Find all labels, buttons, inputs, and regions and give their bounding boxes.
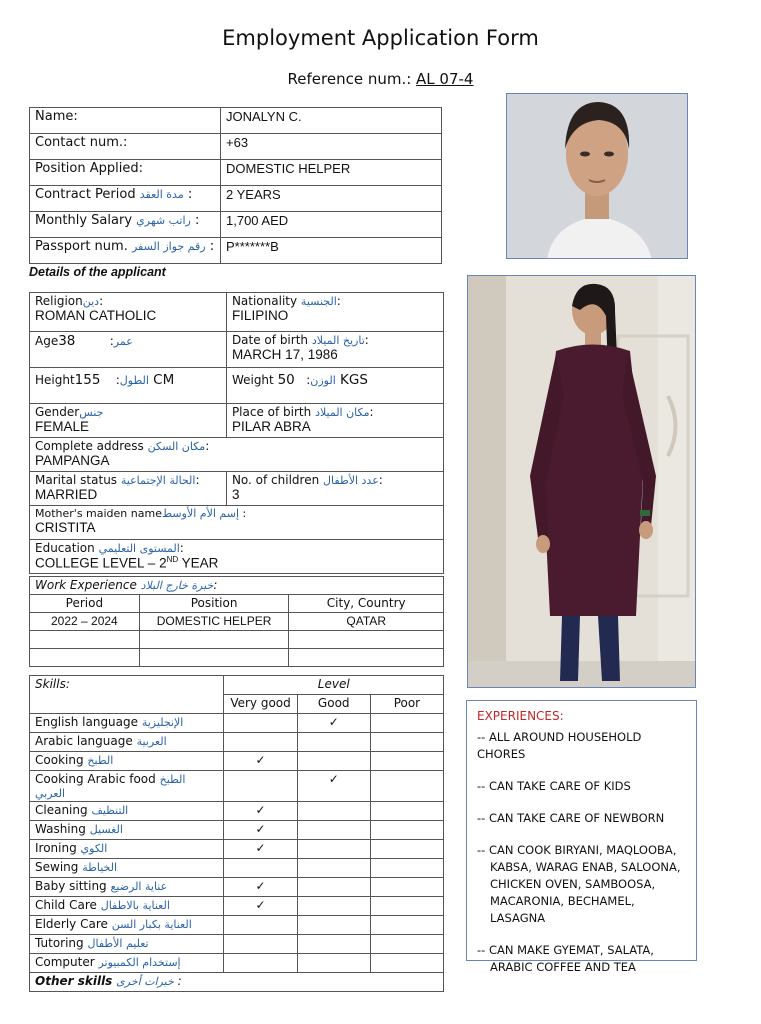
- work-cell: [30, 631, 140, 649]
- weight-label: Weight: [231, 373, 274, 387]
- skill-name-cell: [30, 821, 224, 840]
- skill-name-ar: الكوي: [80, 842, 108, 855]
- skill-name: Arabic language: [35, 734, 133, 748]
- check-icon: ✓: [224, 752, 297, 771]
- skill-level-cell: [224, 733, 297, 752]
- check-icon: ✓: [297, 771, 370, 802]
- basic-info-row: [30, 108, 442, 134]
- skill-row: [30, 733, 444, 752]
- work-cell: [289, 649, 444, 667]
- education-value: [35, 555, 438, 571]
- skill-level-cell: [224, 771, 297, 802]
- skill-level-cell: [297, 897, 370, 916]
- skill-name-ar: تعليم الأطفال: [87, 937, 149, 950]
- reference-value: AL 07-4: [416, 70, 474, 88]
- skill-name: Sewing: [35, 860, 79, 874]
- religion-label-ar: دين: [82, 295, 100, 308]
- skill-level-cell: [297, 840, 370, 859]
- skill-name-cell: [30, 802, 224, 821]
- skills-header-row: [30, 676, 444, 695]
- basic-info-label: Name:: [35, 109, 78, 124]
- dob-value: MARCH 17, 1986: [231, 347, 338, 362]
- level-header-cell: Poor: [370, 695, 443, 714]
- details-row: [30, 293, 444, 332]
- reference-label: Reference num.:: [287, 70, 412, 88]
- full-body-photo: [467, 275, 696, 688]
- basic-info-value: +63: [221, 134, 442, 160]
- skill-name: Cleaning: [35, 803, 88, 817]
- skill-row: [30, 771, 444, 802]
- skill-row: [30, 752, 444, 771]
- skill-name-ar: التنظيف: [91, 804, 129, 817]
- pob-value: PILAR ABRA: [231, 419, 311, 434]
- basic-info-label-cell: [30, 160, 221, 186]
- skill-level-cell: [370, 840, 443, 859]
- experiences-heading: EXPERIENCES:: [477, 709, 564, 723]
- skill-name-cell: [30, 897, 224, 916]
- details-row: [30, 368, 444, 404]
- education-value-end: YEAR: [178, 555, 219, 571]
- gender-label: Gender: [35, 405, 80, 419]
- skill-name: Cooking Arabic food: [35, 772, 156, 786]
- portrait-photo: [506, 93, 688, 259]
- children-label: No. of children: [231, 473, 320, 487]
- dob-label-ar: تاريخ الميلاد: [311, 334, 365, 347]
- skill-level-cell: [370, 733, 443, 752]
- skill-name-cell: [30, 859, 224, 878]
- work-cell: 2022 – 2024: [30, 613, 140, 631]
- basic-info-row: [30, 212, 442, 238]
- work-cell: [30, 649, 140, 667]
- skill-level-cell: [297, 878, 370, 897]
- address-label-ar: مكان السكن: [147, 440, 206, 453]
- basic-info-value: 1,700 AED: [221, 212, 442, 238]
- basic-info-label-cell: [30, 134, 221, 160]
- skill-level-cell: [297, 821, 370, 840]
- experience-line: -- CAN MAKE GYEMAT, SALATA,: [477, 943, 654, 957]
- education-label: Education: [35, 541, 95, 555]
- skill-level-cell: [370, 714, 443, 733]
- experience-line: KABSA, WARAG ENAB, SALOONA,: [490, 860, 681, 874]
- weight-cell: Weight الوزن: 50 KGS: [226, 368, 443, 404]
- pob-label-ar: مكان الميلاد: [315, 406, 370, 419]
- work-cell: QATAR: [289, 613, 444, 631]
- skill-row: [30, 954, 444, 973]
- experiences-list: [477, 729, 686, 976]
- skill-name-ar: الإنجليزية: [141, 716, 184, 729]
- basic-info-row: [30, 160, 442, 186]
- nationality-value: FILIPINO: [231, 308, 289, 323]
- work-header-cell: Period: [30, 595, 140, 613]
- experience-line: -- CAN TAKE CARE OF NEWBORN: [477, 811, 665, 825]
- work-heading-row: [30, 577, 444, 595]
- skill-level-cell: [370, 916, 443, 935]
- skill-level-cell: [370, 935, 443, 954]
- basic-info-value: P*******B: [221, 238, 442, 264]
- skill-name-cell: [30, 714, 224, 733]
- basic-info-label: Position Applied:: [35, 161, 143, 176]
- basic-info-label: Monthly Salary: [35, 213, 133, 228]
- experience-item: [477, 810, 686, 827]
- details-row: [30, 404, 444, 438]
- age-value: 38: [58, 333, 76, 349]
- skill-name: Tutoring: [35, 936, 84, 950]
- skill-row: [30, 840, 444, 859]
- nationality-label-ar: الجنسية: [300, 295, 337, 308]
- skill-name-cell: [30, 954, 224, 973]
- basic-info-row: [30, 186, 442, 212]
- basic-info-label-suffix: :: [195, 213, 200, 228]
- work-experience-table: [29, 576, 444, 667]
- skill-row: [30, 878, 444, 897]
- skill-level-cell: [297, 733, 370, 752]
- details-row: [30, 540, 444, 574]
- experience-line: -- ALL AROUND HOUSEHOLD CHORES: [477, 730, 642, 761]
- skill-name-ar: عناية الرضيع: [110, 880, 168, 893]
- work-header-row: [30, 595, 444, 613]
- height-label-ar: الطول: [119, 374, 149, 387]
- maiden-cell: Mother's maiden nameإسم الأم الأوسط : CRISTITA: [30, 506, 444, 540]
- skill-level-cell: [297, 935, 370, 954]
- basic-info-value: JONALYN C.: [221, 108, 442, 134]
- skill-name-ar: العناية بالاطفال: [100, 899, 170, 912]
- other-skills-label-ar: خبرات أخرى: [116, 975, 174, 988]
- skill-level-cell: [370, 771, 443, 802]
- skill-level-cell: [224, 954, 297, 973]
- pob-label: Place of birth: [231, 405, 312, 419]
- skill-level-cell: [370, 821, 443, 840]
- details-table: [29, 292, 444, 574]
- work-cell: [139, 631, 289, 649]
- work-heading-ar: خبرة خارج البلاد: [140, 579, 214, 592]
- height-cell: Height الطول: 155 CM: [30, 368, 227, 404]
- skill-level-cell: [297, 954, 370, 973]
- maiden-value: CRISTITA: [35, 520, 96, 535]
- work-row: [30, 649, 444, 667]
- details-row: [30, 332, 444, 368]
- skill-name-cell: [30, 733, 224, 752]
- level-header-cell: Very good: [224, 695, 297, 714]
- skill-level-cell: [224, 935, 297, 954]
- skill-name-ar: العربية: [136, 735, 167, 748]
- other-skills-row: [30, 973, 444, 992]
- check-icon: ✓: [224, 802, 297, 821]
- religion-label: Religion: [35, 294, 83, 308]
- other-skills-cell: Other skills خبرات أخرى :: [30, 973, 444, 992]
- education-cell: Education المستوى التعليمي: COLLEGE LEVEL – 2ND YEAR: [30, 540, 444, 574]
- skill-level-cell: [370, 752, 443, 771]
- skill-level-cell: [224, 916, 297, 935]
- skill-row: [30, 802, 444, 821]
- skill-name: Washing: [35, 822, 86, 836]
- basic-info-label-suffix: :: [209, 239, 215, 254]
- skill-row: [30, 897, 444, 916]
- basic-info-row: [30, 134, 442, 160]
- skill-level-cell: [370, 878, 443, 897]
- maiden-label: Mother's maiden name: [35, 507, 162, 520]
- experience-line: MACARONIA, BECHAMEL, LASAGNA: [490, 894, 635, 925]
- skill-level-cell: [370, 859, 443, 878]
- work-cell: DOMESTIC HELPER: [139, 613, 289, 631]
- experience-line: CHICKEN OVEN, SAMBOOSA,: [490, 877, 656, 891]
- details-row: [30, 438, 444, 472]
- basic-info-label-ar: راتب شهري: [136, 214, 191, 227]
- nationality-cell: Nationality الجنسية: FILIPINO: [226, 293, 443, 332]
- details-row: [30, 472, 444, 506]
- age-label-ar: عمر: [113, 335, 133, 348]
- children-label-ar: عدد الأطفال: [323, 474, 379, 487]
- gender-label-ar: جنس: [79, 406, 104, 419]
- nationality-label: Nationality: [231, 294, 298, 308]
- skill-row: [30, 935, 444, 954]
- basic-info-label-cell: [30, 186, 221, 212]
- experience-item: [477, 778, 686, 795]
- skill-name-cell: [30, 878, 224, 897]
- skill-name: Elderly Care: [35, 917, 108, 931]
- skills-heading: Skills:: [30, 676, 224, 714]
- dob-label: Date of birth: [231, 333, 309, 347]
- work-heading: Work Experience: [35, 578, 137, 592]
- height-value: 155 CM: [74, 372, 175, 388]
- full-body-illustration: [468, 276, 696, 688]
- skill-name-ar: الخياطة: [82, 861, 118, 874]
- skill-name-ar: الطبخ: [87, 754, 114, 767]
- skill-name-cell: [30, 935, 224, 954]
- skill-name: Ironing: [35, 841, 77, 855]
- basic-info-row: [30, 238, 442, 264]
- skill-name-cell: [30, 916, 224, 935]
- address-cell: Complete address مكان السكن: PAMPANGA: [30, 438, 444, 472]
- level-header-cell: Good: [297, 695, 370, 714]
- skill-level-cell: [297, 752, 370, 771]
- skill-name: Computer: [35, 955, 95, 969]
- details-row: [30, 506, 444, 540]
- marital-cell: Marital status الحالة الإجتماعية: MARRIED: [30, 472, 227, 506]
- other-skills-label: Other skills: [35, 974, 113, 988]
- skill-name: Child Care: [35, 898, 97, 912]
- religion-cell: Religionدين: ROMAN CATHOLIC: [30, 293, 227, 332]
- skill-level-cell: [370, 954, 443, 973]
- marital-label-ar: الحالة الإجتماعية: [120, 474, 196, 487]
- check-icon: ✓: [224, 897, 297, 916]
- experiences-box: [466, 700, 697, 974]
- basic-info-label: Contract Period: [35, 187, 136, 202]
- basic-info-label-ar: رقم جواز السفر: [131, 240, 206, 253]
- weight-label-ar: الوزن: [310, 374, 336, 387]
- work-cell: [139, 649, 289, 667]
- dob-cell: Date of birth تاريخ الميلاد: MARCH 17, 1986: [226, 332, 443, 368]
- skill-row: [30, 859, 444, 878]
- maiden-label-ar: إسم الأم الأوسط: [161, 507, 240, 520]
- check-icon: ✓: [224, 878, 297, 897]
- skill-level-cell: [370, 897, 443, 916]
- skill-level-cell: [224, 714, 297, 733]
- skill-name: Baby sitting: [35, 879, 107, 893]
- skill-level-cell: [297, 802, 370, 821]
- skill-name-cell: [30, 840, 224, 859]
- work-row: [30, 613, 444, 631]
- basic-info-label-cell: [30, 212, 221, 238]
- gender-cell: [30, 404, 227, 438]
- experience-line: ARABIC COFFEE AND TEA: [490, 960, 636, 974]
- skill-level-cell: [224, 859, 297, 878]
- work-heading-cell: Work Experience خبرة خارج البلاد:: [30, 577, 444, 595]
- skill-name-cell: [30, 771, 224, 802]
- skill-name-ar: إستخدام الكمبيوتر: [98, 956, 181, 969]
- marital-label: Marital status: [35, 473, 118, 487]
- religion-value: ROMAN CATHOLIC: [35, 308, 157, 323]
- address-value: PAMPANGA: [35, 453, 110, 468]
- gender-value: FEMALE: [35, 419, 90, 434]
- work-cell: [289, 631, 444, 649]
- basic-info-label-ar: مدة العقد: [139, 188, 184, 201]
- check-icon: ✓: [224, 840, 297, 859]
- skill-row: [30, 916, 444, 935]
- height-label: Height: [35, 373, 75, 387]
- level-heading: Level: [224, 676, 444, 695]
- skill-name-ar: الطبخ العربي: [35, 773, 186, 800]
- work-header-cell: Position: [139, 595, 289, 613]
- experience-line: -- CAN COOK BIRYANI, MAQLOOBA,: [477, 843, 677, 857]
- check-icon: ✓: [224, 821, 297, 840]
- work-header-cell: City, Country: [289, 595, 444, 613]
- reference-number: [0, 70, 761, 88]
- skill-name: Cooking: [35, 753, 84, 767]
- skill-level-cell: [297, 859, 370, 878]
- skill-row: [30, 821, 444, 840]
- basic-info-value: DOMESTIC HELPER: [221, 160, 442, 186]
- weight-value: 50 KGS: [277, 372, 368, 388]
- skill-name-ar: العناية بكبار السن: [111, 918, 192, 931]
- experience-item: [477, 729, 686, 763]
- children-cell: No. of children عدد الأطفال: 3: [226, 472, 443, 506]
- pob-cell: Place of birth مكان الميلاد: PILAR ABRA: [226, 404, 443, 438]
- skill-name-ar: الغسيل: [89, 823, 123, 836]
- basic-info-table: [29, 107, 442, 264]
- age-label: Age: [35, 334, 59, 348]
- education-value-main: COLLEGE LEVEL – 2: [35, 555, 167, 571]
- basic-info-label: Passport num.: [35, 239, 128, 254]
- basic-info-label: Contact num.:: [35, 135, 128, 150]
- skill-level-cell: [297, 916, 370, 935]
- address-label: Complete address: [35, 439, 144, 453]
- experience-item: [477, 942, 686, 976]
- marital-value: MARRIED: [35, 487, 98, 502]
- skill-row: [30, 714, 444, 733]
- basic-info-label-cell: [30, 108, 221, 134]
- experience-item: [477, 842, 686, 927]
- age-cell: Age عمر: 38: [30, 332, 227, 368]
- basic-info-label-cell: [30, 238, 221, 264]
- skill-level-cell: [370, 802, 443, 821]
- children-value: 3: [231, 487, 240, 502]
- basic-info-label-suffix: :: [187, 187, 193, 202]
- skill-name: English language: [35, 715, 139, 729]
- portrait-illustration: [507, 94, 688, 259]
- skills-table: [29, 675, 444, 992]
- education-label-ar: المستوى التعليمي: [98, 542, 180, 555]
- details-heading: Details of the applicant: [29, 265, 166, 279]
- basic-info-value: 2 YEARS: [221, 186, 442, 212]
- education-value-sup: ND: [166, 555, 179, 564]
- check-icon: ✓: [297, 714, 370, 733]
- experience-line: -- CAN TAKE CARE OF KIDS: [477, 779, 631, 793]
- work-row: [30, 631, 444, 649]
- skill-name-cell: [30, 752, 224, 771]
- form-title: Employment Application Form: [222, 26, 539, 50]
